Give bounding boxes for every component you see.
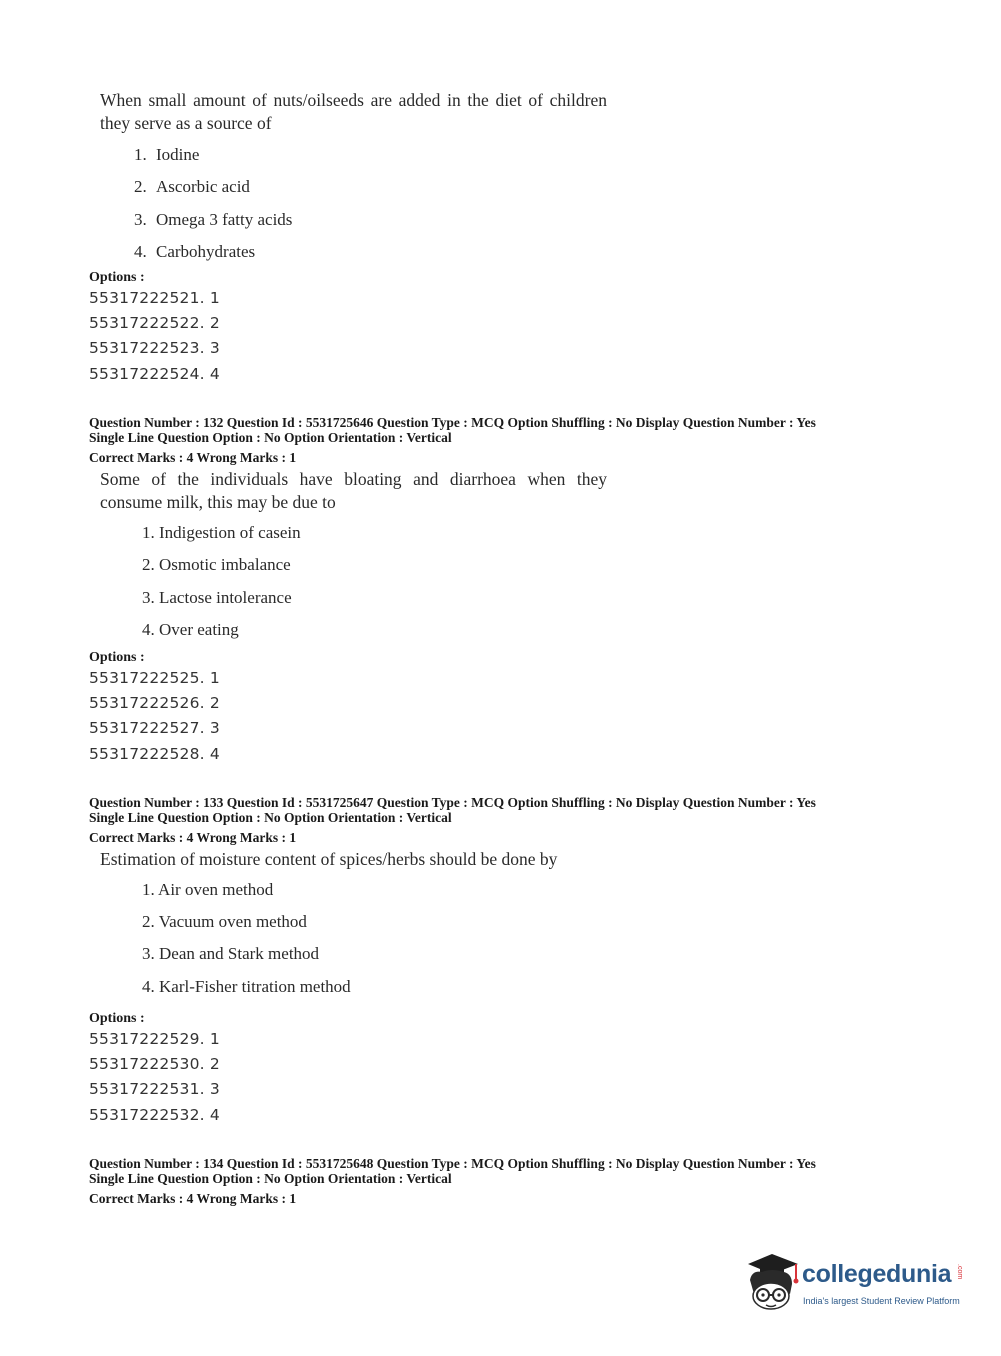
question-133-option-1: 1. Air oven method: [142, 880, 274, 899]
question-133-option-3: 3. Dean and Stark method: [142, 944, 320, 963]
question-132-choice-1: 55317222525. 1: [89, 669, 220, 687]
question-132-marks: Correct Marks : 4 Wrong Marks : 1: [89, 450, 297, 465]
question-133-meta-line2: Single Line Question Option : No Option Orientation : Vertical: [89, 810, 452, 825]
question-133-choice-2: 55317222530. 2: [89, 1055, 220, 1073]
question-132-option-3: 3. Lactose intolerance: [142, 588, 292, 607]
question-131-stem-line1: When small amount of nuts/oilseeds are added in the diet of children: [100, 90, 607, 110]
question-132-option-2: 2. Osmotic imbalance: [142, 555, 291, 574]
question-134-marks: Correct Marks : 4 Wrong Marks : 1: [89, 1191, 297, 1206]
question-131-choice-1: 55317222521. 1: [89, 289, 220, 307]
question-131-choice-2: 55317222522. 2: [89, 314, 220, 332]
question-131-stem-line2: they serve as a source of: [100, 113, 272, 133]
question-133-choice-3: 55317222531. 3: [89, 1080, 220, 1098]
question-133-stem-line1: Estimation of moisture content of spices/herbs should be done by: [100, 849, 558, 869]
question-133-marks: Correct Marks : 4 Wrong Marks : 1: [89, 830, 297, 845]
question-132-meta-line2: Single Line Question Option : No Option Orientation : Vertical: [89, 430, 452, 445]
question-134-meta-line1: Question Number : 134 Question Id : 5531725648 Question Type : MCQ Option Shuffling : No Display Question Number : Yes: [89, 1156, 816, 1171]
question-133-meta-line1: Question Number : 133 Question Id : 5531725647 Question Type : MCQ Option Shuffling : No Display Question Number : Yes: [89, 795, 816, 810]
question-131-choice-4: 55317222524. 4: [89, 365, 220, 383]
question-131-option-1: 1. Iodine: [134, 145, 200, 164]
question-131-option-3: 3. Omega 3 fatty acids: [134, 210, 293, 229]
question-132-choice-4: 55317222528. 4: [89, 745, 220, 763]
question-131-option-2: 2. Ascorbic acid: [134, 177, 250, 196]
question-133-choice-4: 55317222532. 4: [89, 1106, 220, 1124]
question-133-choice-1: 55317222529. 1: [89, 1030, 220, 1048]
question-132-stem-line1: Some of the individuals have bloating and diarrhoea when they: [100, 469, 607, 489]
question-131-option-4: 4. Carbohydrates: [134, 242, 256, 261]
question-132-stem-line2: consume milk, this may be due to: [100, 492, 336, 512]
mascot-icon: [742, 1250, 802, 1312]
logo-suffix: .com: [956, 1264, 963, 1280]
collegedunia-logo: [742, 1250, 972, 1312]
question-133-option-4: 4. Karl-Fisher titration method: [142, 977, 351, 996]
question-132-meta-line1: Question Number : 132 Question Id : 5531725646 Question Type : MCQ Option Shuffling : No Display Question Number : Yes: [89, 415, 816, 430]
question-132-choice-2: 55317222526. 2: [89, 694, 220, 712]
question-132-choice-3: 55317222527. 3: [89, 719, 220, 737]
question-132-option-1: 1. Indigestion of casein: [142, 523, 301, 542]
logo-tagline: India's largest Student Review Platform: [803, 1296, 960, 1306]
logo-wordmark: collegedunia: [802, 1260, 952, 1288]
question-132-options-label: Options :: [89, 650, 145, 665]
question-131-options-label: Options :: [89, 270, 145, 285]
question-132-option-4: 4. Over eating: [142, 620, 239, 639]
question-133-options-label: Options :: [89, 1011, 145, 1026]
question-133-option-2: 2. Vacuum oven method: [142, 912, 307, 931]
question-131-choice-3: 55317222523. 3: [89, 339, 220, 357]
question-134-meta-line2: Single Line Question Option : No Option Orientation : Vertical: [89, 1171, 452, 1186]
